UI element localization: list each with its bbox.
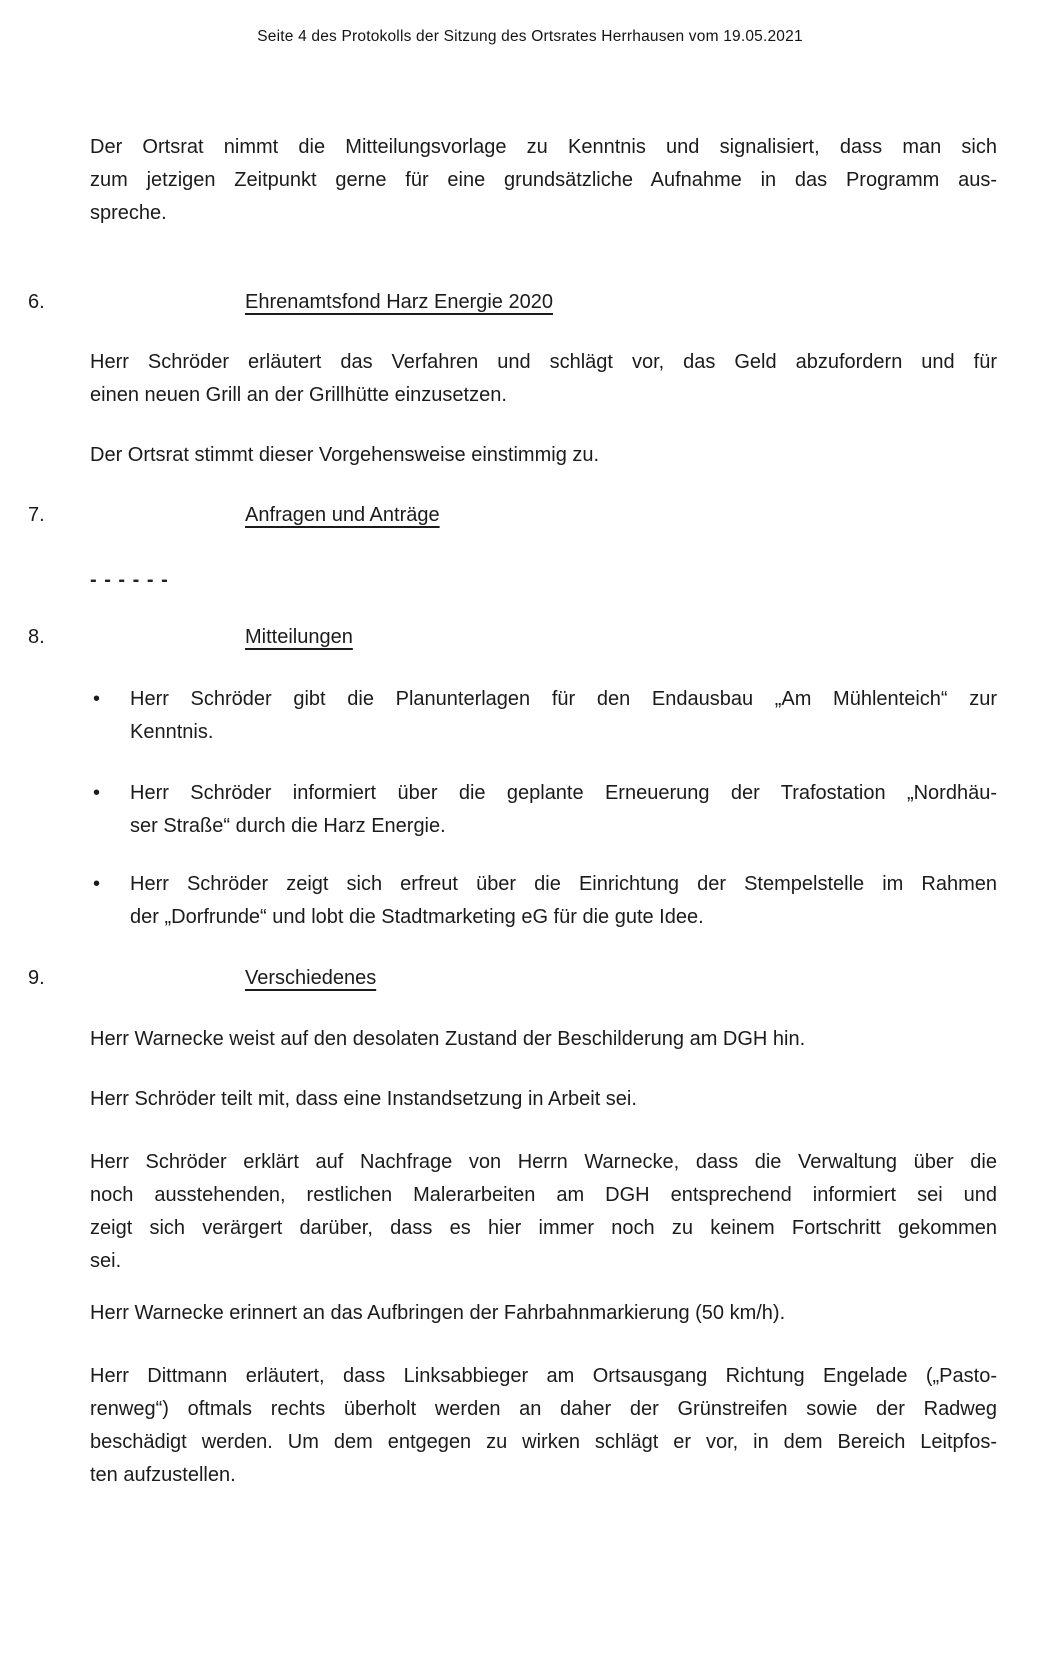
paragraph-line: renweg“) oftmals rechts überholt werden an daher der Grünstreifen sowie der Radweg (90, 1398, 997, 1420)
paragraph-line: Herr Warnecke erinnert an das Aufbringen der Fahrbahnmarkierung (50 km/h). (90, 1302, 786, 1324)
intro-paragraph (90, 131, 997, 230)
bullet-icon: • (93, 782, 101, 804)
document-body (0, 131, 1060, 1492)
section-7-heading-row (28, 499, 997, 532)
paragraph-line: Herr Schröder erklärt auf Nachfrage von Herrn Warnecke, dass die Verwaltung über die (90, 1151, 997, 1173)
bullet-text (130, 777, 997, 843)
paragraph-line: Herr Schröder zeigt sich erfreut über die Einrichtung der Stempelstelle im Rahmen (130, 873, 997, 895)
paragraph-line: zum jetzigen Zeitpunkt gerne für eine grundsätzliche Aufnahme in das Programm aus- (90, 169, 997, 191)
section-7-number: 7. (28, 504, 45, 526)
section-9-heading-row (28, 962, 997, 995)
section-6-heading-row (28, 286, 997, 319)
section-8-heading: Mitteilungen (245, 626, 353, 648)
paragraph-line: Der Ortsrat stimmt dieser Vorgehensweise einstimmig zu. (90, 444, 600, 466)
section-9-heading: Verschiedenes (245, 967, 377, 989)
paragraph-line: sei. (90, 1250, 122, 1272)
section-7-heading: Anfragen und Anträge (245, 504, 440, 526)
paragraph-line: der „Dorfrunde“ und lobt die Stadtmarketing eG für die gute Idee. (130, 906, 704, 928)
bullet-item (90, 868, 997, 934)
paragraph-line: spreche. (90, 202, 167, 224)
section-9-paragraph-3 (90, 1146, 997, 1278)
bullet-icon: • (93, 873, 101, 895)
bullet-icon: • (93, 688, 101, 710)
bullet-text (130, 868, 997, 934)
paragraph-line: Herr Schröder teilt mit, dass eine Instandsetzung in Arbeit sei. (90, 1088, 637, 1110)
paragraph-line: beschädigt werden. Um dem entgegen zu wirken schlägt er vor, in dem Bereich Leitpfos- (90, 1431, 997, 1453)
paragraph-line: ser Straße“ durch die Harz Energie. (130, 815, 446, 837)
paragraph-line: ten aufzustellen. (90, 1464, 236, 1486)
section-8-number: 8. (28, 626, 45, 648)
paragraph-line: noch ausstehenden, restlichen Malerarbeiten am DGH entsprechend informiert sei und (90, 1184, 997, 1206)
section-9-paragraph-1 (90, 1023, 997, 1056)
bullet-text (130, 683, 997, 749)
section-9-number: 9. (28, 967, 45, 989)
bullet-item (90, 683, 997, 749)
section-6-paragraph-1 (90, 346, 997, 412)
paragraph-line: Herr Schröder gibt die Planunterlagen für den Endausbau „Am Mühlenteich“ zur (130, 688, 997, 710)
paragraph-line: Herr Dittmann erläutert, dass Linksabbieger am Ortsausgang Richtung Engelade („Pasto- (90, 1365, 997, 1387)
section-6-heading: Ehrenamtsfond Harz Energie 2020 (245, 291, 553, 313)
section-6-paragraph-2 (90, 439, 997, 472)
paragraph-line: Herr Schröder erläutert das Verfahren und schlägt vor, das Geld abzufordern und für (90, 351, 997, 373)
paragraph-line: Herr Warnecke weist auf den desolaten Zustand der Beschilderung am DGH hin. (90, 1028, 806, 1050)
section-6-number: 6. (28, 291, 45, 313)
bullet-item (90, 777, 997, 843)
page-header: Seite 4 des Protokolls der Sitzung des Ortsrates Herrhausen vom 19.05.2021 (257, 28, 803, 45)
paragraph-line: Herr Schröder informiert über die geplante Erneuerung der Trafostation „Nordhäu- (130, 782, 997, 804)
paragraph-line: Kenntnis. (130, 721, 214, 743)
section-9-paragraph-4 (90, 1297, 997, 1330)
paragraph-line: einen neuen Grill an der Grillhütte einzusetzen. (90, 384, 507, 406)
section-9-paragraph-2 (90, 1083, 997, 1116)
paragraph-line: Der Ortsrat nimmt die Mitteilungsvorlage zu Kenntnis und signalisiert, dass man sich (90, 136, 997, 158)
empty-answer-dashes: - - - - - - (90, 569, 169, 591)
section-9-paragraph-5 (90, 1360, 997, 1492)
paragraph-line: zeigt sich verärgert darüber, dass es hier immer noch zu keinem Fortschritt gekommen (90, 1217, 997, 1239)
section-8-heading-row (28, 621, 997, 654)
